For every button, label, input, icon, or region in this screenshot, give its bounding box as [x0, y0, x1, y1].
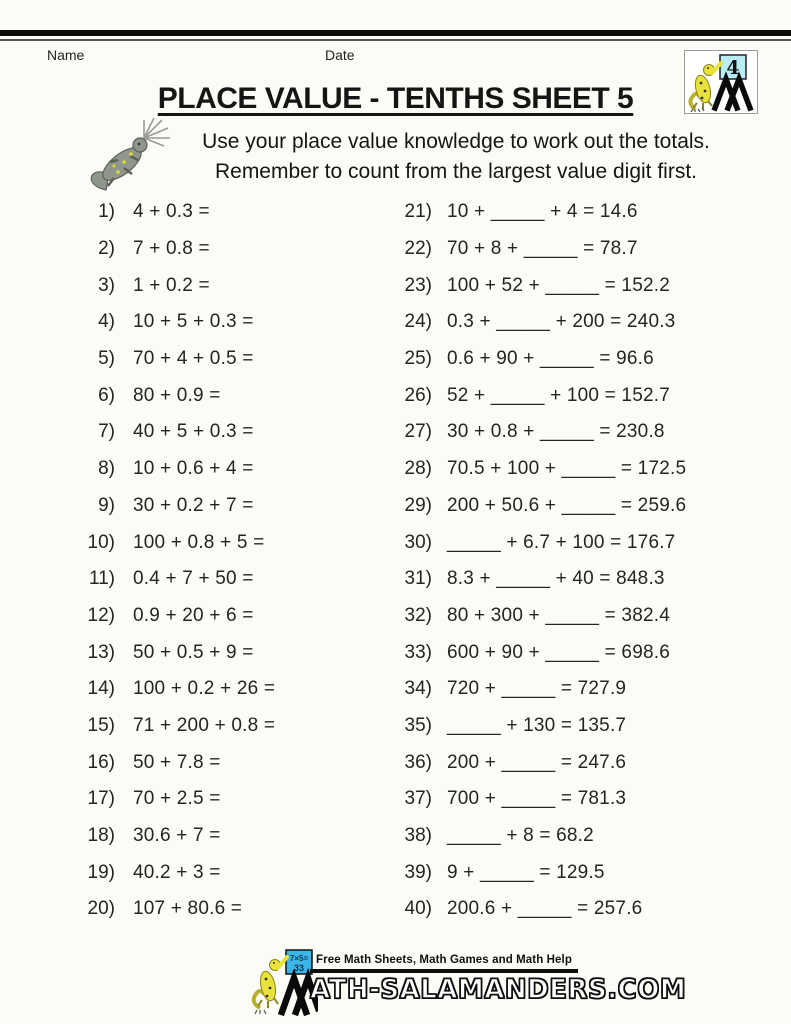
problem-number: 7) [98, 421, 115, 443]
problem-number: 15) [87, 714, 115, 736]
problem-number: 13) [87, 641, 115, 663]
problem-row [397, 671, 791, 708]
problem-row [397, 524, 791, 561]
problem-row [397, 854, 791, 891]
lizard-body [91, 138, 147, 190]
problem-expression: 200.6 + _____ = 257.6 [447, 898, 643, 920]
page-title: PLACE VALUE - TENTHS SHEET 5 [157, 82, 634, 115]
problem-row [397, 304, 791, 341]
problem-expression: 70 + 8 + _____ = 78.7 [447, 238, 638, 260]
problem-expression: 80 + 300 + _____ = 382.4 [447, 604, 670, 626]
problem-row [397, 561, 791, 598]
problem-expression: 100 + 0.2 + 26 = [133, 678, 276, 700]
footer-site-name: ATH-SALAMANDERS.COM [310, 973, 687, 1005]
problem-expression: 50 + 7.8 = [133, 751, 221, 773]
problem-number: 32) [404, 604, 432, 626]
problem-number: 6) [98, 384, 115, 406]
problem-row [397, 231, 791, 268]
problem-number: 40) [404, 898, 432, 920]
problem-number: 33) [404, 641, 432, 663]
problem-row [80, 708, 395, 745]
problem-expression: 4 + 0.3 = [133, 201, 210, 223]
problem-row [80, 267, 395, 304]
problem-row [80, 561, 395, 598]
problem-number: 30) [404, 531, 432, 553]
problem-row [80, 854, 395, 891]
problem-number: 10) [87, 531, 115, 553]
problem-expression: 700 + _____ = 781.3 [447, 788, 627, 810]
problem-number: 16) [87, 751, 115, 773]
problems-column-left [80, 194, 395, 928]
problem-expression: _____ + 6.7 + 100 = 176.7 [447, 531, 676, 553]
problem-number: 26) [404, 384, 432, 406]
problem-expression: 70 + 2.5 = [133, 788, 221, 810]
problem-row [80, 451, 395, 488]
problem-expression: 10 + 0.6 + 4 = [133, 458, 254, 480]
problem-number: 5) [98, 348, 115, 370]
problem-number: 37) [404, 788, 432, 810]
problem-number: 14) [87, 678, 115, 700]
problem-row [397, 267, 791, 304]
problem-number: 24) [404, 311, 432, 333]
problem-number: 3) [98, 274, 115, 296]
problem-number: 39) [404, 861, 432, 883]
problem-row [397, 708, 791, 745]
problem-row [397, 891, 791, 928]
problem-row [80, 634, 395, 671]
problem-row [80, 671, 395, 708]
problem-number: 34) [404, 678, 432, 700]
problem-number: 1) [98, 201, 115, 223]
problem-expression: 70.5 + 100 + _____ = 172.5 [447, 458, 687, 480]
problem-row [80, 377, 395, 414]
date-field-label: Date [325, 47, 355, 63]
problem-row [80, 231, 395, 268]
top-rule-thick [0, 30, 791, 36]
problem-row [397, 451, 791, 488]
problem-number: 31) [404, 568, 432, 590]
problem-row [80, 598, 395, 635]
footer-text-block [310, 954, 687, 1005]
level-badge: 4 [726, 57, 740, 79]
problem-row [80, 744, 395, 781]
problem-number: 17) [87, 788, 115, 810]
problem-expression: 100 + 52 + _____ = 152.2 [447, 274, 670, 296]
problem-row [80, 781, 395, 818]
problems-column-right [397, 194, 791, 928]
instructions-line2: Remember to count from the largest value digit first. [214, 159, 698, 183]
problem-row [397, 488, 791, 525]
problem-expression: 80 + 0.9 = [133, 384, 221, 406]
problem-row [397, 194, 791, 231]
problem-number: 12) [87, 604, 115, 626]
problem-number: 19) [87, 861, 115, 883]
problem-expression: 0.4 + 7 + 50 = [133, 568, 254, 590]
problem-expression: _____ + 8 = 68.2 [447, 825, 594, 847]
problem-number: 28) [404, 458, 432, 480]
problem-row [397, 818, 791, 855]
problem-row [80, 818, 395, 855]
problem-expression: 40 + 5 + 0.3 = [133, 421, 254, 443]
problem-expression: 200 + 50.6 + _____ = 259.6 [447, 494, 687, 516]
instructions-line1: Use your place value knowledge to work out the totals. [202, 130, 710, 153]
footer [248, 936, 687, 1018]
problem-expression: 1 + 0.2 = [133, 274, 210, 296]
problem-expression: 50 + 0.5 + 9 = [133, 641, 254, 663]
problem-row [397, 744, 791, 781]
problem-row [397, 377, 791, 414]
problem-number: 18) [87, 825, 115, 847]
footer-board-line2: 33 [293, 963, 305, 973]
problem-row [80, 304, 395, 341]
problem-row [397, 598, 791, 635]
problem-expression: 100 + 0.8 + 5 = [133, 531, 265, 553]
problem-number: 9) [98, 494, 115, 516]
problem-number: 25) [404, 348, 432, 370]
problem-row [397, 634, 791, 671]
problem-row [80, 414, 395, 451]
problem-number: 38) [404, 825, 432, 847]
problem-row [80, 488, 395, 525]
problem-row [397, 414, 791, 451]
problem-expression: 200 + _____ = 247.6 [447, 751, 627, 773]
problem-expression: 8.3 + _____ + 40 = 848.3 [447, 568, 665, 590]
problem-number: 29) [404, 494, 432, 516]
footer-logo-icon [248, 936, 318, 1016]
problem-number: 20) [87, 898, 115, 920]
problem-expression: 70 + 4 + 0.5 = [133, 348, 254, 370]
name-field-label: Name [47, 47, 85, 63]
problem-number: 35) [404, 714, 432, 736]
problem-number: 2) [98, 238, 115, 260]
problem-row [80, 524, 395, 561]
problem-expression: 30 + 0.2 + 7 = [133, 494, 254, 516]
problem-expression: 107 + 80.6 = [133, 898, 243, 920]
problem-row [80, 341, 395, 378]
problem-expression: 10 + _____ + 4 = 14.6 [447, 201, 638, 223]
instructions [150, 127, 762, 186]
problem-row [80, 891, 395, 928]
problem-number: 11) [88, 568, 115, 590]
problem-expression: 9 + _____ = 129.5 [447, 861, 605, 883]
problem-number: 36) [404, 751, 432, 773]
problem-expression: 720 + _____ = 727.9 [447, 678, 627, 700]
problem-expression: 52 + _____ + 100 = 152.7 [447, 384, 670, 406]
problem-expression: 0.3 + _____ + 200 = 240.3 [447, 311, 676, 333]
problem-number: 4) [98, 311, 115, 333]
problem-row [397, 781, 791, 818]
footer-tagline: Free Math Sheets, Math Games and Math Help [316, 954, 572, 966]
problem-number: 21) [404, 201, 432, 223]
problem-expression: 10 + 5 + 0.3 = [133, 311, 254, 333]
problem-row [397, 341, 791, 378]
problem-row [80, 194, 395, 231]
problem-number: 27) [404, 421, 432, 443]
problem-expression: 0.9 + 20 + 6 = [133, 604, 254, 626]
top-rule-thin [0, 39, 791, 41]
problem-expression: 71 + 200 + 0.8 = [133, 714, 276, 736]
footer-rule [310, 969, 578, 973]
footer-board-line1: 7×5= [289, 954, 309, 963]
problem-number: 22) [404, 238, 432, 260]
problem-expression: 7 + 0.8 = [133, 238, 210, 260]
problem-number: 23) [404, 274, 432, 296]
problem-expression: 40.2 + 3 = [133, 861, 221, 883]
problem-expression: 0.6 + 90 + _____ = 96.6 [447, 348, 654, 370]
problem-expression: 600 + 90 + _____ = 698.6 [447, 641, 670, 663]
problem-expression: 30 + 0.8 + _____ = 230.8 [447, 421, 665, 443]
problem-expression: 30.6 + 7 = [133, 825, 221, 847]
problem-number: 8) [98, 458, 115, 480]
problem-expression: _____ + 130 = 135.7 [447, 714, 627, 736]
